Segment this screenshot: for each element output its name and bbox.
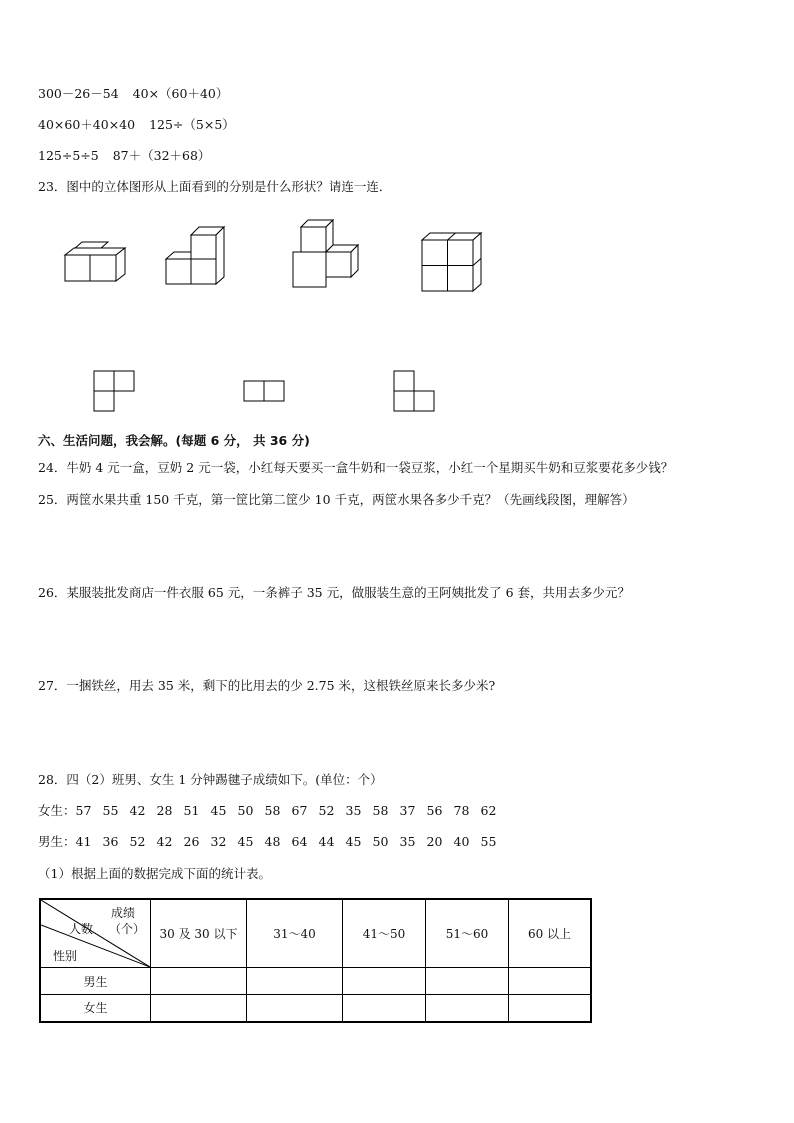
boys-scores: [38, 832, 508, 850]
table-cell[interactable]: [151, 968, 247, 995]
table-row: [40, 968, 591, 995]
row-label: 男生: [40, 968, 151, 995]
score: 50: [372, 834, 389, 849]
top-view-shape-2: [243, 380, 285, 402]
score: 37: [399, 803, 416, 818]
table-cell[interactable]: [509, 995, 592, 1022]
diagonal-header-cell: [40, 899, 151, 968]
question-27: 27．一捆铁丝，用去 35 米，剩下的比用去的少 2.75 米，这根铁丝原来长多少米?: [38, 678, 496, 693]
score: 50: [237, 803, 254, 818]
table-cell[interactable]: [151, 995, 247, 1022]
question-26: 26．某服装批发商店一件衣服 65 元，一条裤子 35 元，做服装生意的王阿姨批发了 6 套，共用去多少元？: [38, 585, 631, 600]
calc-expr: 40×60＋40×40: [38, 117, 136, 132]
score: 45: [345, 834, 362, 849]
header-gender: 性别: [53, 949, 78, 963]
score: 55: [102, 803, 119, 818]
calc-line-3: [38, 146, 210, 164]
score: 58: [264, 803, 281, 818]
score: 42: [156, 834, 173, 849]
row-label: 女生: [40, 995, 151, 1022]
cube-figure-4: [420, 230, 486, 294]
score: 52: [129, 834, 146, 849]
question-25: 25．两筐水果共重 150 千克，第一筐比第二筐少 10 千克，两筐水果各多少千克？（先画线段图，理解答）: [38, 492, 635, 507]
table-row: [40, 995, 591, 1022]
question-28: 28．四（2）班男、女生 1 分钟踢毽子成绩如下。(单位：个）: [38, 772, 383, 787]
cube-figure-1: [60, 235, 130, 285]
score: 42: [129, 803, 146, 818]
table-cell[interactable]: [343, 968, 426, 995]
girls-label: 女生：: [38, 803, 76, 818]
table-cell[interactable]: [426, 995, 509, 1022]
calc-expr: 125÷（5×5）: [149, 117, 235, 132]
calc-line-1: [38, 84, 228, 102]
column-header: 30 及 30 以下: [151, 899, 247, 968]
cube-figure-3: [290, 218, 362, 290]
girls-scores: [38, 801, 508, 819]
column-header: 31～40: [247, 899, 343, 968]
calc-expr: 125÷5÷5: [38, 148, 99, 163]
table-cell[interactable]: [247, 995, 343, 1022]
score: 28: [156, 803, 173, 818]
table-cell[interactable]: [343, 995, 426, 1022]
table-cell[interactable]: [509, 968, 592, 995]
column-header: 60 以上: [509, 899, 592, 968]
section-title: 六、生活问题，我会解。(每题 6 分， 共 36 分): [38, 433, 310, 448]
score: 35: [399, 834, 416, 849]
score: 26: [183, 834, 200, 849]
score: 41: [75, 834, 92, 849]
score: 32: [210, 834, 227, 849]
table-cell[interactable]: [247, 968, 343, 995]
cube-figure-2: [164, 224, 230, 286]
calc-expr: 87＋（32＋68）: [112, 148, 211, 163]
score: 58: [372, 803, 389, 818]
header-count: 人数: [69, 922, 94, 936]
score: 40: [453, 834, 470, 849]
score: 45: [237, 834, 254, 849]
header-score: 成绩: [111, 906, 136, 920]
score: 52: [318, 803, 335, 818]
score: 62: [480, 803, 497, 818]
calc-line-2: [38, 115, 235, 133]
score: 56: [426, 803, 443, 818]
question-28-sub1: （1）根据上面的数据完成下面的统计表。: [38, 866, 271, 881]
score: 64: [291, 834, 308, 849]
score: 55: [480, 834, 497, 849]
score: 57: [75, 803, 92, 818]
score: 48: [264, 834, 281, 849]
calc-expr: 40×（60＋40）: [132, 86, 229, 101]
top-view-shape-1: [93, 370, 135, 412]
score: 35: [345, 803, 362, 818]
top-view-shape-3: [393, 370, 435, 412]
question-24: 24．牛奶 4 元一盒，豆奶 2 元一袋，小红每天要买一盒牛奶和一袋豆浆，小红一个星期买牛奶和豆浆要花多少钱？: [38, 460, 674, 475]
score: 67: [291, 803, 308, 818]
score: 45: [210, 803, 227, 818]
calc-expr: 300－26－54: [38, 86, 119, 101]
header-unit: （个）: [109, 922, 146, 936]
table-cell[interactable]: [426, 968, 509, 995]
score: 51: [183, 803, 200, 818]
score: 36: [102, 834, 119, 849]
boys-label: 男生：: [38, 834, 76, 849]
score: 20: [426, 834, 443, 849]
score: 44: [318, 834, 335, 849]
statistics-table: [39, 898, 592, 1023]
table-header-row: [40, 899, 591, 968]
question-23: 23．图中的立体图形从上面看到的分别是什么形状？请连一连．: [38, 179, 392, 194]
column-header: 51～60: [426, 899, 509, 968]
score: 78: [453, 803, 470, 818]
column-header: 41～50: [343, 899, 426, 968]
